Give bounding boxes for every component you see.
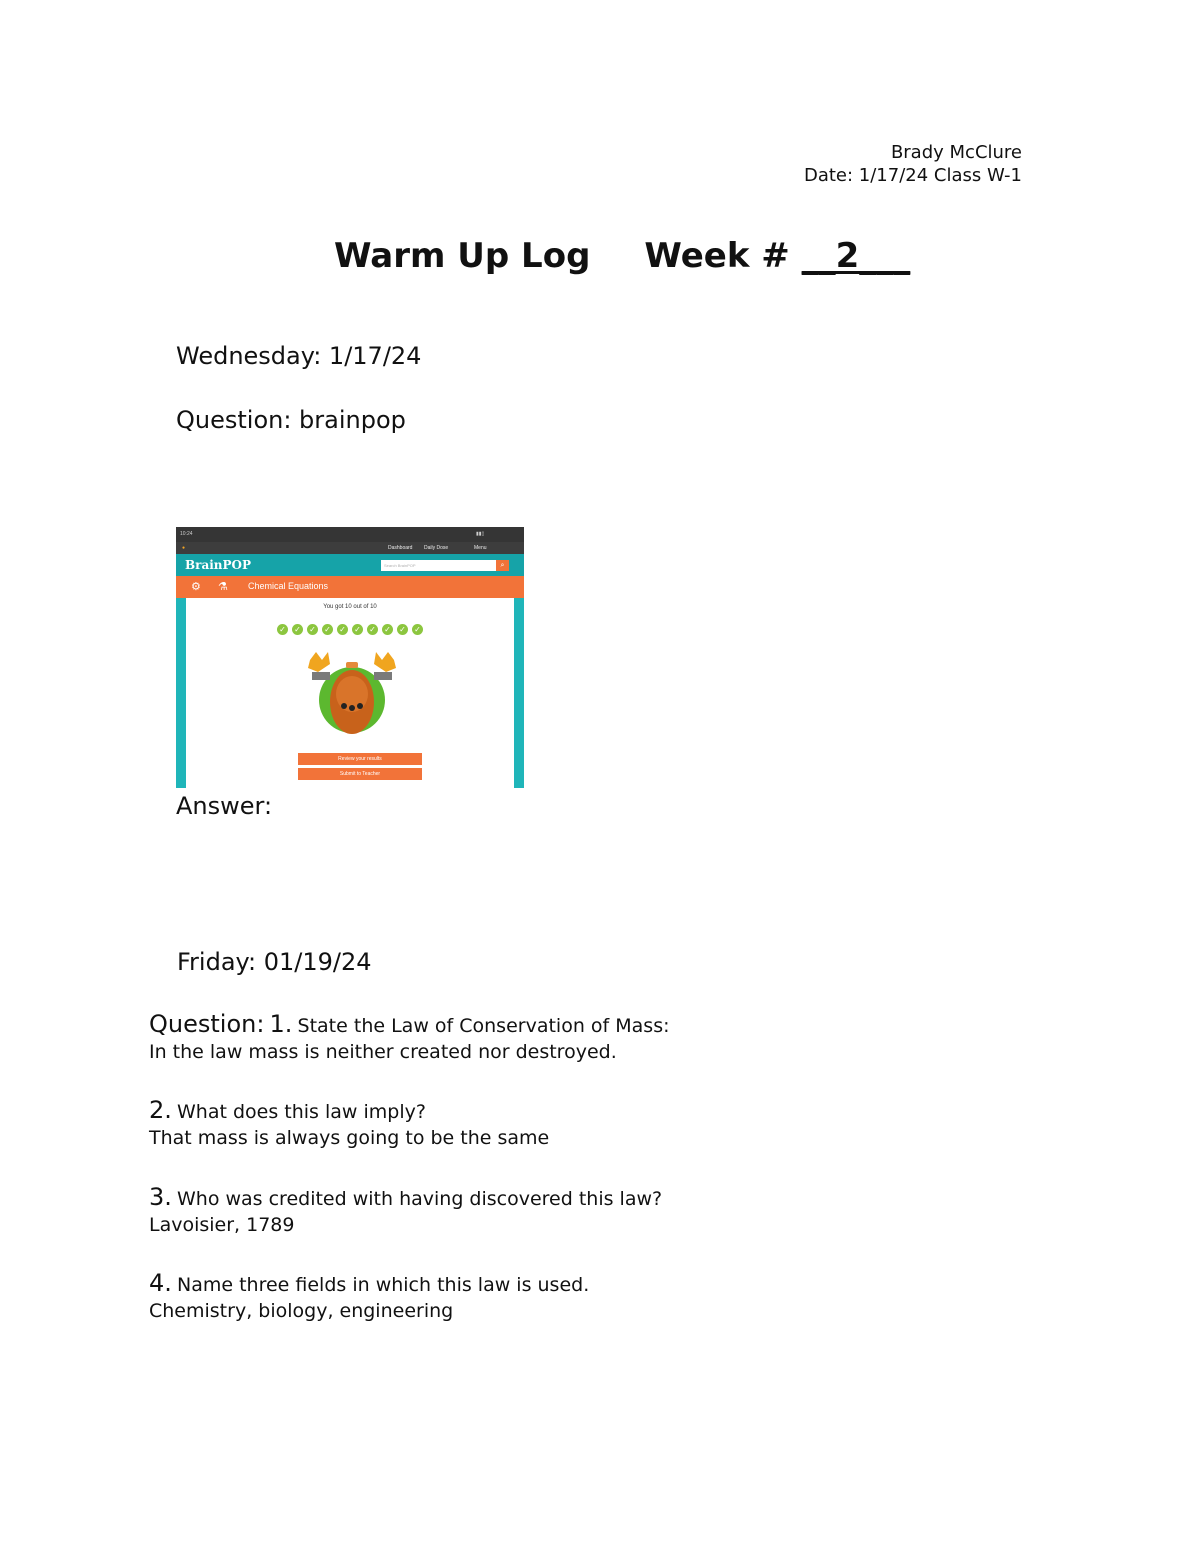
quiz-result-panel	[186, 598, 514, 788]
topic-bar	[176, 576, 524, 598]
check-icon: ✓	[412, 624, 423, 635]
topic-title: Chemical Equations	[248, 581, 329, 591]
check-icon: ✓	[292, 624, 303, 635]
device-status-bar	[176, 527, 524, 542]
item-question: State the Law of Conservation of Mass:	[297, 1015, 670, 1037]
submit-teacher-button[interactable]: Submit to Teacher	[298, 768, 422, 780]
item-answer-4: Chemistry, biology, engineering	[149, 1300, 454, 1322]
review-results-button[interactable]: Review your results	[298, 753, 422, 765]
quiz-score: You got 10 out of 10	[323, 604, 377, 610]
user-icon: ●	[182, 545, 186, 551]
item-answer-1: In the law mass is neither created nor destroyed.	[149, 1041, 617, 1063]
check-icon: ✓	[382, 624, 393, 635]
brainpop-brand-bar	[176, 554, 524, 576]
check-icon: ✓	[307, 624, 318, 635]
check-icon: ✓	[397, 624, 408, 635]
wednesday-question: Question: brainpop	[176, 406, 406, 434]
friday-item-3	[149, 1183, 662, 1211]
item-number: 4.	[149, 1269, 172, 1297]
wednesday-heading: Wednesday: 1/17/24	[176, 342, 422, 370]
brainpop-screenshot	[176, 527, 524, 788]
check-icon: ✓	[322, 624, 333, 635]
item-number: 2.	[149, 1096, 172, 1124]
friday-item-1	[149, 1010, 670, 1038]
check-icon: ✓	[277, 624, 288, 635]
item-answer-3: Lavoisier, 1789	[149, 1214, 295, 1236]
gear-icon[interactable]: ⚙	[191, 581, 201, 593]
check-icon: ✓	[337, 624, 348, 635]
check-icon: ✓	[352, 624, 363, 635]
flask-icon: ⚗	[218, 581, 228, 593]
title-log: Warm Up Log	[334, 236, 591, 276]
check-icon: ✓	[367, 624, 378, 635]
brainpop-search-input[interactable]: Search BrainPOP	[381, 560, 496, 571]
item-question: What does this law imply?	[177, 1101, 426, 1123]
brainpop-logo: BrainPOP	[185, 558, 252, 572]
score-checks	[186, 624, 514, 642]
item-question: Who was credited with having discovered this law?	[177, 1188, 663, 1210]
student-name: Brady McClure	[890, 142, 1022, 163]
nav-dashboard[interactable]: Dashboard	[388, 545, 413, 551]
title-week-value: __2___	[801, 236, 911, 276]
wednesday-answer-label: Answer:	[176, 792, 273, 820]
item-number: 1.	[269, 1010, 293, 1038]
nav-menu[interactable]: Menu	[474, 545, 487, 551]
search-icon[interactable]: ⌕	[496, 560, 509, 571]
item-number: 3.	[149, 1183, 172, 1211]
nav-daily-dose[interactable]: Daily Dose	[424, 545, 449, 551]
friday-heading: Friday: 01/19/24	[177, 948, 372, 976]
moby-robot-illustration	[304, 650, 400, 740]
friday-item-2	[149, 1096, 426, 1124]
item-question: Name three fields in which this law is used.	[177, 1274, 590, 1296]
brainpop-navbar	[176, 542, 524, 554]
page-title	[334, 236, 910, 276]
question-label: Question:	[149, 1010, 265, 1038]
battery-icon: ▮▮▯	[476, 531, 485, 537]
friday-item-4	[149, 1269, 589, 1297]
item-answer-2: That mass is always going to be the same	[149, 1127, 550, 1149]
status-time: 10:24	[180, 531, 193, 537]
date-class-line: Date: 1/17/24 Class W-1	[803, 165, 1022, 186]
title-week-prefix: Week #	[644, 236, 790, 276]
